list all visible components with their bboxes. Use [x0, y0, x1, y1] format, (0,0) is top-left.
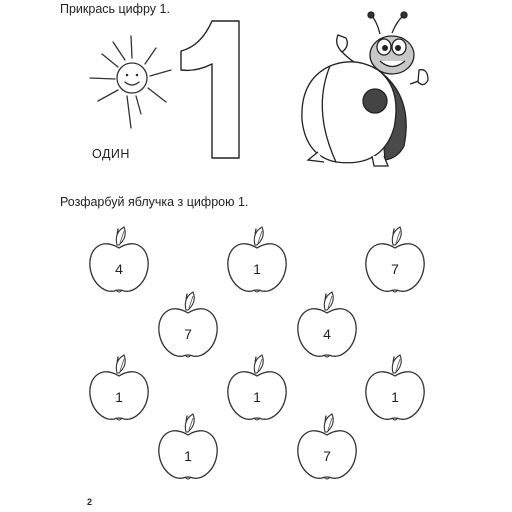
apple-10[interactable]	[294, 412, 360, 484]
apple-number: 1	[391, 389, 399, 405]
apple-4[interactable]	[155, 290, 221, 362]
apple-number: 1	[184, 448, 192, 464]
apple-number: 1	[115, 389, 123, 405]
ladybug-icon	[302, 12, 428, 166]
sun-icon	[90, 36, 171, 128]
number-word: ОДИН	[92, 147, 130, 161]
apple-7[interactable]	[224, 353, 290, 425]
apple-5[interactable]	[294, 290, 360, 362]
apple-number: 7	[323, 448, 331, 464]
digit-one-outline[interactable]	[181, 21, 239, 158]
apple-number: 1	[253, 261, 261, 277]
apple-1[interactable]	[86, 225, 152, 297]
apple-6[interactable]	[86, 353, 152, 425]
apple-2[interactable]	[224, 225, 290, 297]
apple-9[interactable]	[155, 412, 221, 484]
heading-color-apples: Розфарбуй яблучка з цифрою 1.	[60, 195, 249, 209]
apple-number: 1	[253, 389, 261, 405]
apple-number: 4	[115, 261, 123, 277]
page-number: 2	[87, 497, 93, 507]
apple-number: 7	[391, 261, 399, 277]
apple-8[interactable]	[362, 353, 428, 425]
apple-number: 4	[323, 326, 331, 342]
apple-number: 7	[184, 326, 192, 342]
apple-3[interactable]	[362, 225, 428, 297]
heading-decorate-digit: Прикрась цифру 1.	[60, 2, 170, 16]
